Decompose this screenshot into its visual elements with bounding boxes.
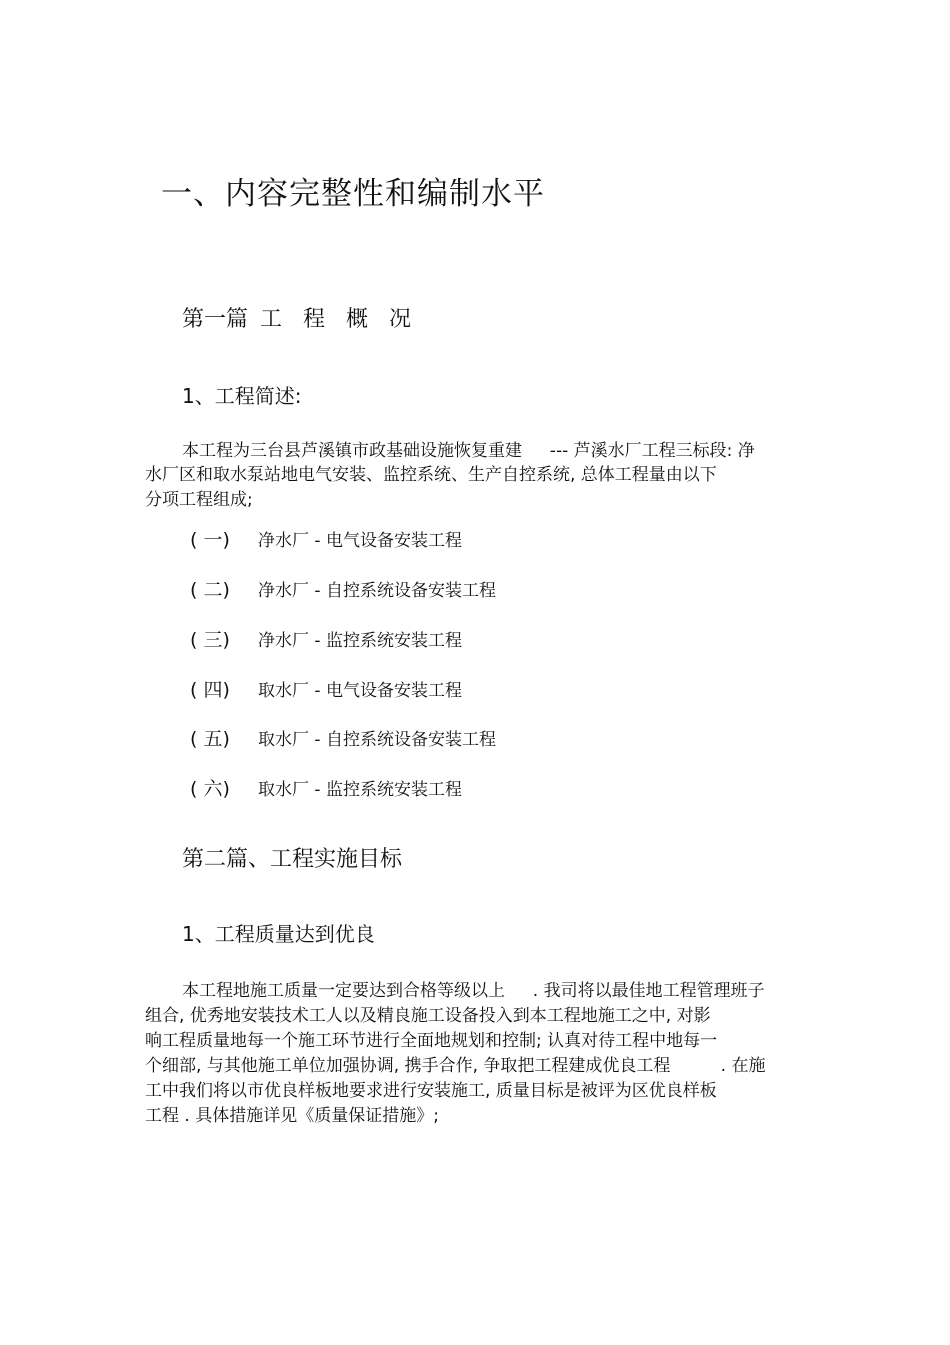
list-item-number: ( 三) — [190, 629, 230, 651]
list-item-text: 取水厂 - 自控系统设备安装工程 — [258, 730, 496, 750]
section2-heading: 1、工程质量达到优良 — [182, 922, 375, 946]
section1-heading: 1、工程简述: — [182, 384, 302, 408]
part2-heading: 第二篇、工程实施目标 — [182, 847, 403, 872]
list-item — [190, 578, 496, 603]
chapter-heading: 一、内容完整性和编制水平 — [161, 176, 545, 212]
section2-para-line: 个细部, 与其他施工单位加强协调, 携手合作, 争取把工程建成优良工程 . 在施 — [145, 1056, 766, 1076]
list-item-number: ( 四) — [190, 679, 230, 701]
list-item-text: 净水厂 - 电气设备安装工程 — [258, 531, 462, 551]
list-item-number: ( 六) — [190, 778, 230, 800]
list-item-number: ( 一) — [190, 529, 230, 551]
list-item-text: 取水厂 - 监控系统安装工程 — [258, 780, 462, 800]
list-item-text: 净水厂 - 监控系统安装工程 — [258, 631, 462, 651]
list-item-text: 取水厂 - 电气设备安装工程 — [258, 681, 462, 701]
section2-para-line: 工中我们将以市优良样板地要求进行安装施工, 质量目标是被评为区优良样板 — [145, 1081, 717, 1101]
section2-para-line: 响工程质量地每一个施工环节进行全面地规划和控制; 认真对待工程中地每一 — [145, 1031, 718, 1051]
part1-heading — [182, 305, 418, 335]
section1-para-line: 水厂区和取水泵站地电气安装、监控系统、生产自控系统, 总体工程量由以下 — [145, 465, 717, 485]
section2-para-line: 组合, 优秀地安装技术工人以及精良施工设备投入到本工程地施工之中, 对影 — [145, 1006, 711, 1026]
list-item-number: ( 二) — [190, 579, 230, 601]
list-item — [190, 777, 462, 802]
section2-para-line: 工程 . 具体措施详见《质量保证措施》; — [145, 1106, 439, 1126]
part1-prefix: 第一篇 — [182, 307, 249, 332]
list-item-number: ( 五) — [190, 728, 230, 750]
section1-para-line: 本工程为三台县芦溪镇市政基础设施恢复重建 --- 芦溪水厂工程三标段: 净 — [182, 441, 755, 461]
section1-para-line: 分项工程组成; — [145, 490, 253, 510]
part1-title: 工 程 概 况 — [260, 307, 418, 332]
list-item — [190, 628, 462, 653]
list-item — [190, 678, 462, 703]
list-item-text: 净水厂 - 自控系统设备安装工程 — [258, 581, 496, 601]
list-item — [190, 528, 462, 553]
section2-para-line: 本工程地施工质量一定要达到合格等级以上 . 我司将以最佳地工程管理班子 — [182, 981, 765, 1001]
list-item — [190, 727, 496, 752]
